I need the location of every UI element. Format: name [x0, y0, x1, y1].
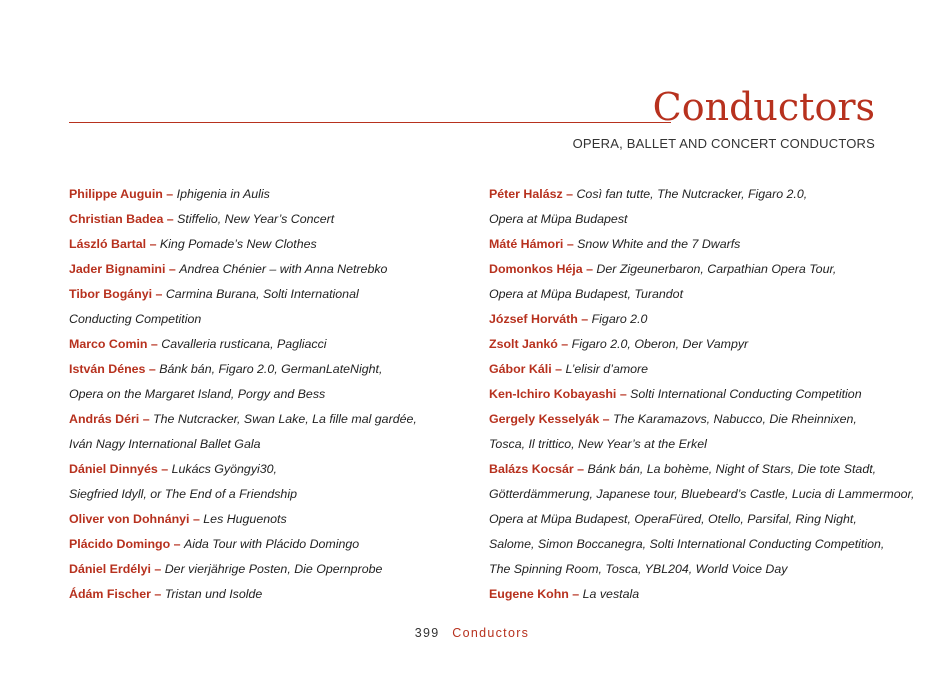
conductor-entry-continuation — [489, 482, 915, 507]
separator-dash: – — [189, 512, 204, 526]
conductor-works: Der Zigeunerbaron, Carpathian Opera Tour, — [596, 262, 837, 276]
conductor-works: Figaro 2.0, Oberon, Der Vampyr — [571, 337, 749, 351]
separator-dash: – — [599, 412, 613, 426]
conductor-entry — [69, 557, 489, 582]
conductor-entry-continuation — [69, 432, 489, 457]
conductor-name: Christian Badea — [69, 212, 164, 226]
conductor-entry — [489, 332, 889, 357]
conductor-entry — [69, 357, 489, 382]
conductor-name: Ádám Fischer — [69, 587, 151, 601]
conductor-name: Plácido Domingo — [69, 537, 171, 551]
conductor-entry — [69, 232, 489, 257]
conductor-entry — [69, 407, 489, 432]
footer-section-title: Conductors — [452, 626, 530, 640]
conductor-name: Gábor Káli — [489, 362, 552, 376]
conductor-entry — [69, 582, 489, 607]
conductor-works: Tosca, Il trittico, New Year’s at the Erkel — [489, 437, 707, 451]
conductor-works: Solti International Conducting Competition — [630, 387, 862, 401]
conductor-works: Tristan und Isolde — [164, 587, 263, 601]
conductor-works: Snow White and the 7 Dwarfs — [577, 237, 741, 251]
separator-dash: – — [557, 337, 572, 351]
separator-dash: – — [582, 262, 597, 276]
conductor-works: Opera at Müpa Budapest, Turandot — [489, 287, 684, 301]
left-column — [69, 182, 489, 607]
conductor-name: Máté Hámori — [489, 237, 564, 251]
conductor-works: Lukács Gyöngyi30, — [171, 462, 277, 476]
conductor-works: The Karamazovs, Nabucco, Die Rheinnixen, — [613, 412, 857, 426]
conductor-entry — [69, 282, 489, 307]
conductor-entry — [489, 232, 889, 257]
separator-dash: – — [147, 337, 162, 351]
conductor-entry — [489, 182, 889, 207]
conductor-name: Philippe Auguin — [69, 187, 163, 201]
conductor-works: Aida Tour with Plácido Domingo — [183, 537, 360, 551]
conductor-name: Domonkos Héja — [489, 262, 583, 276]
conductor-entry — [69, 332, 489, 357]
conductor-works: L’elisir d’amore — [565, 362, 649, 376]
conductor-name: Péter Halász — [489, 187, 563, 201]
conductor-works: Bánk bán, La bohème, Night of Stars, Die tote Stadt, — [587, 462, 877, 476]
separator-dash: – — [157, 462, 172, 476]
conductor-entry — [69, 507, 489, 532]
conductor-name: József Horváth — [489, 312, 578, 326]
conductor-works: Bánk bán, Figaro 2.0, GermanLateNight, — [159, 362, 383, 376]
conductor-name: Tibor Bogányi — [69, 287, 153, 301]
conductor-entry — [489, 407, 889, 432]
conductor-entry — [489, 457, 889, 482]
conductor-entry-continuation — [489, 532, 889, 557]
conductor-works: Götterdämmerung, Japanese tour, Bluebeard’s Castle, Lucia di Lammermoor, — [489, 487, 915, 501]
conductor-works: Iphigenia in Aulis — [176, 187, 270, 201]
conductor-entry — [489, 382, 889, 407]
conductor-name: Zsolt Jankó — [489, 337, 558, 351]
separator-dash: – — [150, 562, 165, 576]
conductor-entry — [489, 357, 889, 382]
separator-dash: – — [562, 187, 577, 201]
conductor-name: Dániel Erdélyi — [69, 562, 151, 576]
conductor-works: Les Huguenots — [203, 512, 287, 526]
conductor-works: Così fan tutte, The Nutcracker, Figaro 2.0, — [576, 187, 808, 201]
conductor-entry-continuation — [69, 382, 489, 407]
conductor-works: Opera at Müpa Budapest, OperaFüred, Otello, Parsifal, Ring Night, — [489, 512, 857, 526]
conductor-entry — [489, 582, 889, 607]
conductor-works: Carmina Burana, Solti International — [165, 287, 359, 301]
page-subtitle: OPERA, BALLET AND CONCERT CONDUCTORS — [572, 136, 875, 151]
conductor-works: Cavalleria rusticana, Pagliacci — [161, 337, 327, 351]
conductor-entry — [489, 307, 889, 332]
conductor-name: András Déri — [69, 412, 140, 426]
conductor-works: Conducting Competition — [69, 312, 202, 326]
separator-dash: – — [563, 237, 578, 251]
conductor-entry — [69, 257, 489, 282]
conductor-works: The Spinning Room, Tosca, YBL204, World Voice Day — [489, 562, 788, 576]
right-column — [489, 182, 915, 607]
conductor-name: Oliver von Dohnányi — [69, 512, 190, 526]
conductor-works: The Nutcracker, Swan Lake, La fille mal gardée, — [153, 412, 417, 426]
conductor-name: Ken-Ichiro Kobayashi — [489, 387, 617, 401]
separator-dash: – — [616, 387, 631, 401]
separator-dash: – — [139, 412, 154, 426]
separator-dash: – — [551, 362, 566, 376]
conductor-name: László Bartal — [69, 237, 147, 251]
page-number: 399 — [414, 626, 440, 640]
separator-dash: – — [145, 362, 160, 376]
conductor-name: Marco Comin — [69, 337, 148, 351]
conductor-entry-continuation — [69, 307, 489, 332]
separator-dash: – — [146, 237, 160, 251]
conductor-entry-continuation — [489, 432, 889, 457]
conductor-name: Dániel Dinnyés — [69, 462, 158, 476]
conductor-entry-continuation — [489, 282, 889, 307]
conductor-name: Jader Bignamini — [69, 262, 166, 276]
conductor-entry-continuation — [489, 507, 889, 532]
conductor-works: Opera on the Margaret Island, Porgy and Bess — [69, 387, 326, 401]
conductor-entry — [69, 532, 489, 557]
separator-dash: – — [162, 187, 177, 201]
conductor-name: István Dénes — [69, 362, 146, 376]
separator-dash: – — [170, 537, 184, 551]
conductor-entry — [69, 207, 489, 232]
conductor-entry-continuation — [489, 557, 889, 582]
conductor-entry — [69, 457, 489, 482]
separator-dash: – — [165, 262, 180, 276]
separator-dash: – — [568, 587, 583, 601]
separator-dash: – — [577, 312, 592, 326]
conductor-works: Andrea Chénier – with Anna Netrebko — [179, 262, 388, 276]
conductor-name: Balázs Kocsár — [489, 462, 574, 476]
conductor-works: Figaro 2.0 — [591, 312, 648, 326]
conductor-entry-continuation — [489, 207, 889, 232]
conductor-name: Eugene Kohn — [489, 587, 569, 601]
conductor-name: Gergely Kesselyák — [489, 412, 600, 426]
header-rule — [69, 122, 671, 123]
conductor-works: Siegfried Idyll, or The End of a Friendship — [69, 487, 297, 501]
conductor-works: Der vierjährige Posten, Die Opernprobe — [164, 562, 383, 576]
separator-dash: – — [152, 287, 166, 301]
separator-dash: – — [150, 587, 165, 601]
page-title: Conductors — [652, 85, 875, 129]
separator-dash: – — [163, 212, 178, 226]
conductor-works: Iván Nagy International Ballet Gala — [69, 437, 261, 451]
page-footer — [0, 626, 944, 640]
conductor-works: La vestala — [582, 587, 640, 601]
conductor-works: King Pomade’s New Clothes — [159, 237, 317, 251]
conductor-entry — [69, 182, 489, 207]
conductor-entry — [489, 257, 889, 282]
conductor-works: Opera at Müpa Budapest — [489, 212, 628, 226]
separator-dash: – — [573, 462, 588, 476]
conductor-works: Stiffelio, New Year’s Concert — [177, 212, 335, 226]
conductor-works: Salome, Simon Boccanegra, Solti International Conducting Competition, — [489, 537, 885, 551]
conductor-entry-continuation — [69, 482, 489, 507]
